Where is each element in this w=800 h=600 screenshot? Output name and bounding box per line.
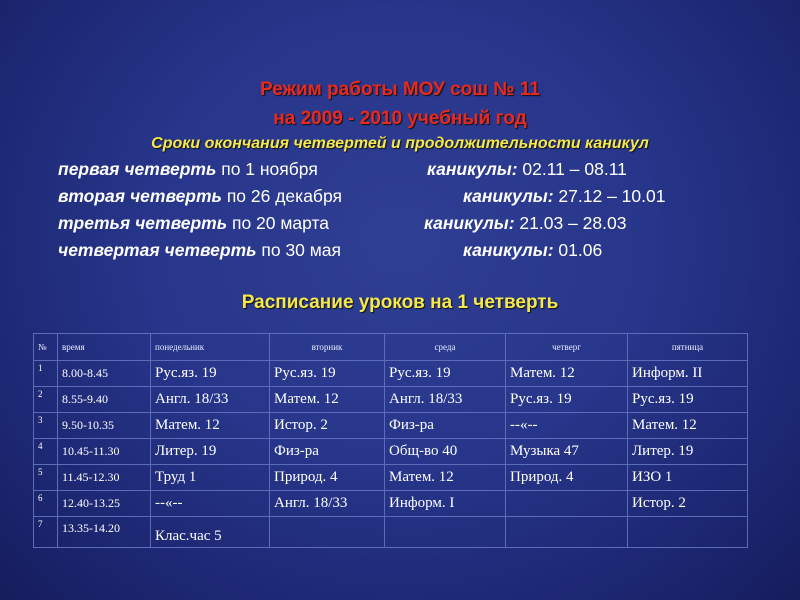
lesson-number: 5	[34, 465, 58, 491]
wednesday-cell: Информ. I	[385, 491, 506, 517]
table-row	[34, 361, 748, 387]
table-row	[34, 439, 748, 465]
term-end: по 30 мая	[256, 240, 342, 260]
friday-cell: Матем. 12	[628, 413, 748, 439]
holidays-label: каникулы:	[424, 213, 515, 233]
wednesday-cell: Матем. 12	[385, 465, 506, 491]
holidays-dates: 27.12 – 10.01	[553, 186, 666, 206]
table-row	[34, 413, 748, 439]
holidays-dates: 21.03 – 28.03	[514, 213, 627, 233]
monday-cell: Англ. 18/33	[151, 387, 270, 413]
lesson-number: 7	[34, 517, 58, 548]
holidays-dates: 01.06	[553, 240, 603, 260]
monday-cell: Литер. 19	[151, 439, 270, 465]
header-time: время	[58, 334, 151, 361]
header-friday: пятница	[628, 334, 748, 361]
table-header-row	[34, 334, 748, 361]
term-name: третья четверть	[58, 213, 228, 233]
header-thursday: четверг	[506, 334, 628, 361]
lesson-time: 12.40-13.25	[58, 491, 151, 517]
lesson-time: 13.35-14.20	[58, 517, 151, 548]
term-name: вторая четверть	[58, 186, 222, 206]
page-title: Режим работы МОУ сош № 11	[260, 79, 540, 100]
table-row	[34, 517, 748, 548]
lesson-time: 9.50-10.35	[58, 413, 151, 439]
term-name: четвертая четверть	[58, 240, 257, 260]
thursday-cell: Рус.яз. 19	[506, 387, 628, 413]
wednesday-cell: Рус.яз. 19	[385, 361, 506, 387]
thursday-cell: --«--	[506, 413, 628, 439]
tuesday-cell: Рус.яз. 19	[270, 361, 385, 387]
header-tuesday: вторник	[270, 334, 385, 361]
term-end: по 1 ноября	[216, 159, 318, 179]
schedule-table	[33, 333, 748, 548]
header-wednesday: среда	[385, 334, 506, 361]
school-year-title: на 2009 - 2010 учебный год	[273, 108, 527, 129]
lesson-time: 11.45-12.30	[58, 465, 151, 491]
table-row	[34, 387, 748, 413]
tuesday-cell: Матем. 12	[270, 387, 385, 413]
lesson-time: 8.55-9.40	[58, 387, 151, 413]
term-name: первая четверть	[58, 159, 217, 179]
header-number: №	[34, 334, 58, 361]
thursday-cell: Матем. 12	[506, 361, 628, 387]
friday-cell: Информ. II	[628, 361, 748, 387]
monday-cell: Матем. 12	[151, 413, 270, 439]
lesson-number: 4	[34, 439, 58, 465]
schedule-heading: Расписание уроков на 1 четверть	[241, 292, 559, 313]
terms-subtitle: Сроки окончания четвертей и продолжительности каникул	[151, 135, 649, 152]
monday-cell: Клас.час 5	[151, 517, 270, 548]
term-end: по 20 марта	[227, 213, 330, 233]
header-monday: понедельник	[151, 334, 270, 361]
wednesday-cell: Общ-во 40	[385, 439, 506, 465]
holidays-dates: 02.11 – 08.11	[517, 159, 627, 179]
lesson-time: 8.00-8.45	[58, 361, 151, 387]
friday-cell	[628, 517, 748, 548]
thursday-cell: Природ. 4	[506, 465, 628, 491]
table-row	[34, 465, 748, 491]
term-end: по 26 декабря	[221, 186, 342, 206]
monday-cell: Труд 1	[151, 465, 270, 491]
monday-cell: Рус.яз. 19	[151, 361, 270, 387]
lesson-number: 1	[34, 361, 58, 387]
monday-cell: --«--	[151, 491, 270, 517]
holidays-label: каникулы:	[463, 240, 554, 260]
tuesday-cell	[270, 517, 385, 548]
tuesday-cell: Англ. 18/33	[270, 491, 385, 517]
lesson-number: 2	[34, 387, 58, 413]
friday-cell: ИЗО 1	[628, 465, 748, 491]
wednesday-cell	[385, 517, 506, 548]
lesson-time: 10.45-11.30	[58, 439, 151, 465]
friday-cell: Истор. 2	[628, 491, 748, 517]
holidays-label: каникулы:	[463, 186, 554, 206]
lesson-number: 3	[34, 413, 58, 439]
thursday-cell: Музыка 47	[506, 439, 628, 465]
tuesday-cell: Физ-ра	[270, 439, 385, 465]
friday-cell: Литер. 19	[628, 439, 748, 465]
friday-cell: Рус.яз. 19	[628, 387, 748, 413]
lesson-number: 6	[34, 491, 58, 517]
thursday-cell	[506, 491, 628, 517]
wednesday-cell: Англ. 18/33	[385, 387, 506, 413]
holidays-label: каникулы:	[427, 159, 518, 179]
thursday-cell	[506, 517, 628, 548]
wednesday-cell: Физ-ра	[385, 413, 506, 439]
tuesday-cell: Истор. 2	[270, 413, 385, 439]
table-row	[34, 491, 748, 517]
tuesday-cell: Природ. 4	[270, 465, 385, 491]
